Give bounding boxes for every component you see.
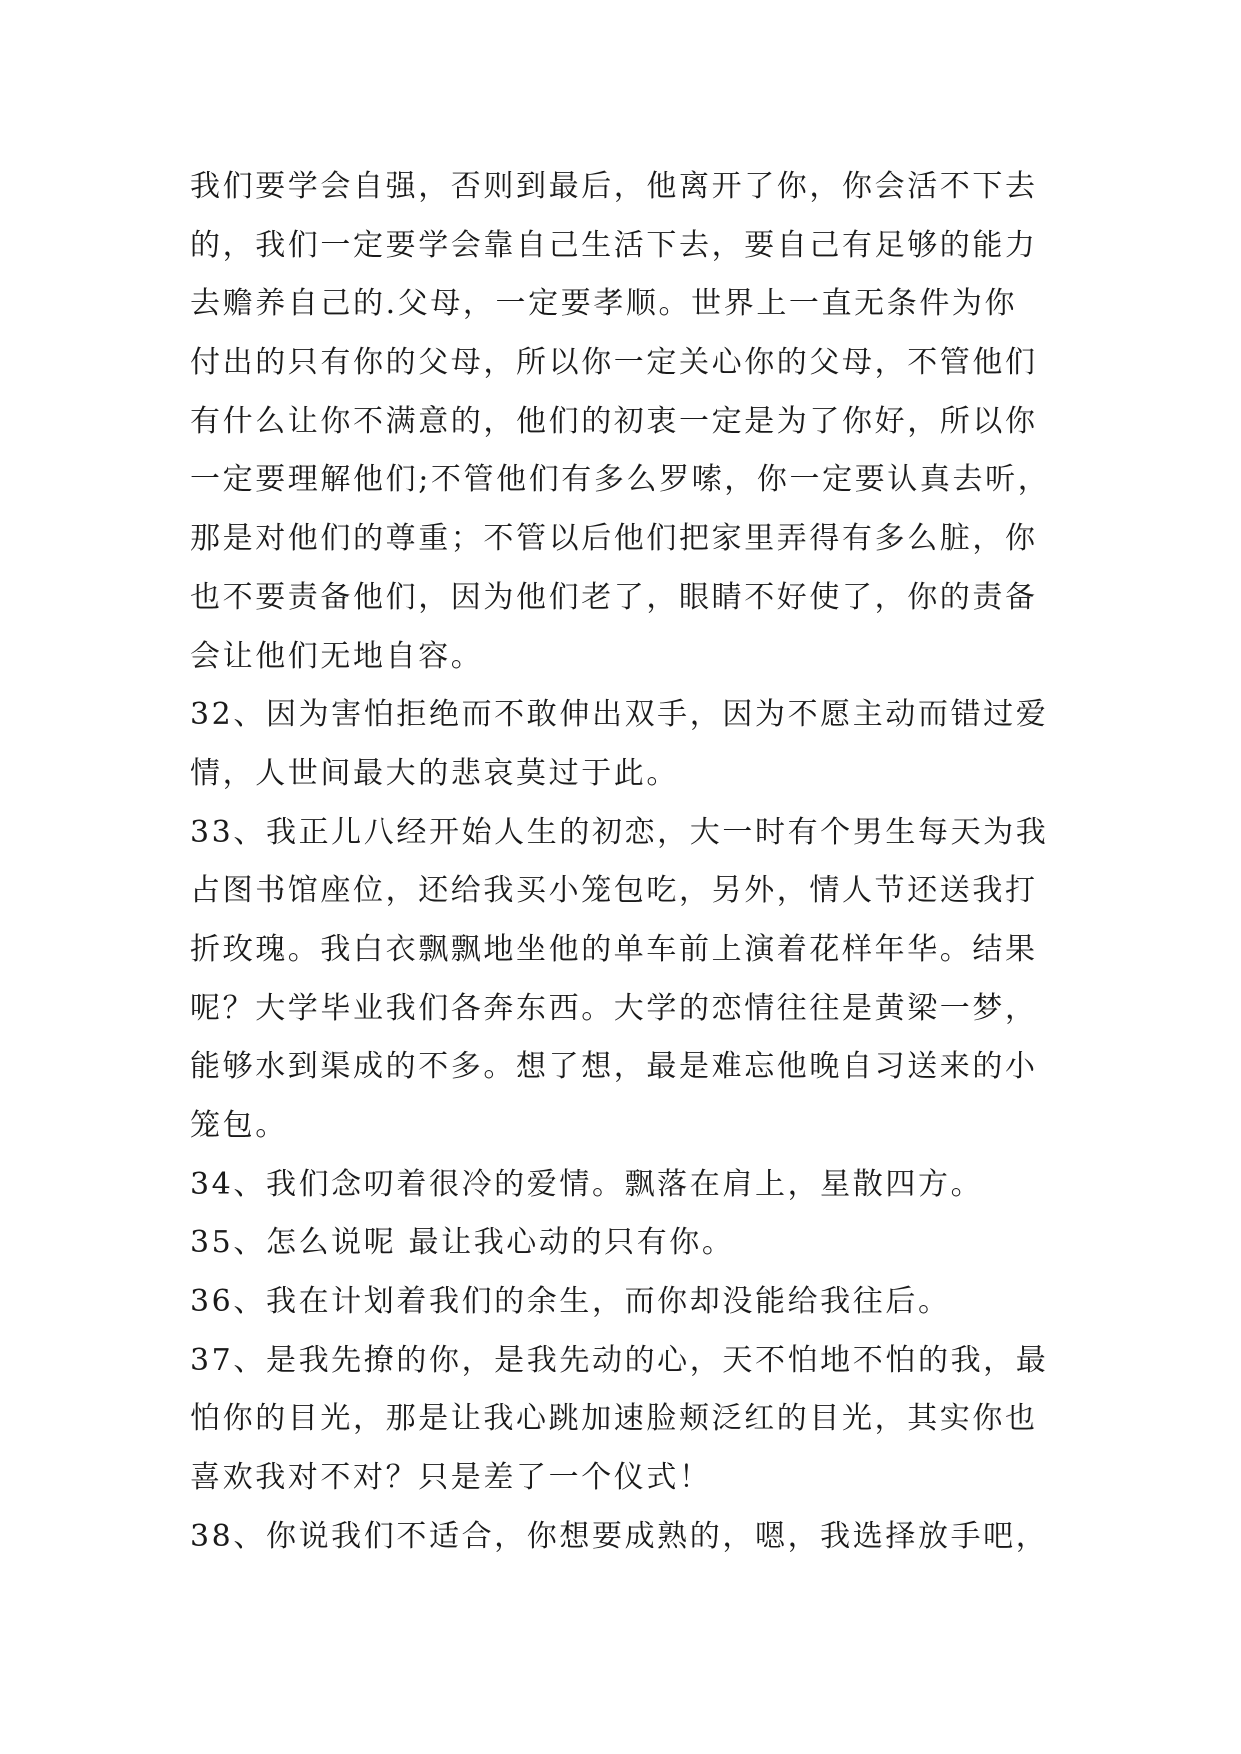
text-line: 那是对他们的尊重；不管以后他们把家里弄得有多么脏，你 <box>190 521 1038 557</box>
text-line: 折玫瑰。我白衣飘飘地坐他的单车前上演着花样年华。结果 <box>190 931 1038 967</box>
text-line: 喜欢我对不对？只是差了一个仪式！ <box>190 1460 712 1496</box>
text-line: 也不要责备他们，因为他们老了，眼睛不好使了，你的责备 <box>190 579 1038 615</box>
text-line: 37、是我先撩的你，是我先动的心，天不怕地不怕的我，最 <box>190 1342 1049 1378</box>
text-line: 笼包。 <box>190 1108 288 1143</box>
text-line: 能够水到渠成的不多。想了想，最是难忘他晚自习送来的小 <box>190 1049 1038 1085</box>
text-line: 怕你的目光，那是让我心跳加速脸颊泛红的目光，其实你也 <box>190 1401 1038 1437</box>
text-line: 有什么让你不满意的，他们的初衷一定是为了你好，所以你 <box>190 403 1038 439</box>
text-line: 我们要学会自强，否则到最后，他离开了你，你会活不下去 <box>190 169 1038 204</box>
text-line: 情，人世间最大的悲哀莫过于此。 <box>190 755 679 791</box>
text-line: 38、你说我们不适合，你想要成熟的，嗯，我选择放手吧， <box>190 1518 1049 1554</box>
text-line: 的，我们一定要学会靠自己生活下去，要自己有足够的能力 <box>190 227 1038 263</box>
text-line: 33、我正儿八经开始人生的初恋，大一时有个男生每天为我 <box>190 814 1049 850</box>
document-body <box>190 158 1060 1567</box>
text-line: 占图书馆座位，还给我买小笼包吃，另外，情人节还送我打 <box>190 873 1038 909</box>
text-line: 付出的只有你的父母，所以你一定关心你的父母，不管他们 <box>190 345 1038 381</box>
text-line: 呢？大学毕业我们各奔东西。大学的恋情往往是黄梁一梦， <box>190 990 1038 1026</box>
text-line: 会让他们无地自容。 <box>190 638 484 674</box>
text-line: 去赡养自己的.父母，一定要孝顺。世界上一直无条件为你 <box>190 286 1018 322</box>
text-line: 36、我在计划着我们的余生，而你却没能给我往后。 <box>190 1284 951 1320</box>
text-line: 34、我们念叨着很冷的爱情。飘落在肩上，星散四方。 <box>190 1166 984 1202</box>
text-line: 32、因为害怕拒绝而不敢伸出双手，因为不愿主动而错过爱 <box>190 697 1049 733</box>
text-line: 一定要理解他们;不管他们有多么罗嗦，你一定要认真去听， <box>190 462 1051 498</box>
text-line: 35、怎么说呢 最让我心动的只有你。 <box>190 1225 735 1261</box>
